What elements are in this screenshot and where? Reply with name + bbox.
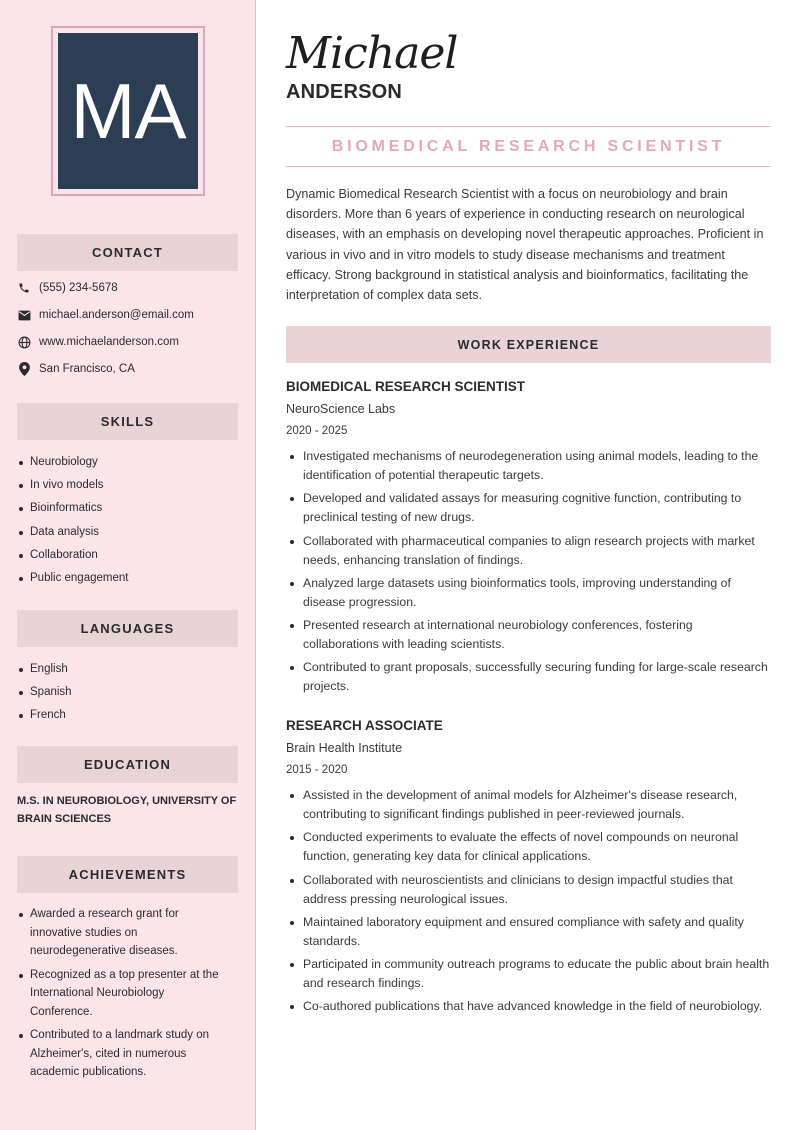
job-dates: 2020 - 2025: [286, 425, 348, 437]
job-dates: 2015 - 2020: [286, 764, 348, 776]
job-company: NeuroScience Labs: [286, 402, 396, 416]
contact-website: [17, 333, 179, 351]
list-item: Presented research at international neurobiology conferences, fostering collaborations with leading scientists.: [286, 616, 771, 654]
list-item: Investigated mechanisms of neurodegeneration using animal models, leading to the identification of potential therapeutic targets.: [286, 447, 771, 485]
list-item: Neurobiology: [17, 453, 242, 472]
skills-heading: SKILLS: [17, 403, 238, 440]
job-title-banner: BIOMEDICAL RESEARCH SCIENTIST: [286, 126, 771, 167]
achievements-list: [17, 905, 229, 1087]
list-item: Bioinformatics: [17, 499, 242, 518]
job-entry: [286, 717, 771, 1021]
list-item: Recognized as a top presenter at the International Neurobiology Conference.: [17, 966, 229, 1022]
job-entry: [286, 378, 771, 701]
contact-location: [17, 360, 135, 378]
list-item: English: [17, 660, 242, 679]
monogram-frame: [51, 26, 205, 196]
list-item: Maintained laboratory equipment and ensured compliance with safety and quality standards.: [286, 913, 771, 951]
skills-list: [17, 453, 242, 592]
list-item: Analyzed large datasets using bioinformatics tools, improving understanding of disease progression.: [286, 574, 771, 612]
globe-icon: [17, 335, 31, 349]
first-name: Michael: [286, 28, 458, 79]
sidebar: [0, 0, 256, 1130]
job-bullets: [286, 786, 771, 1016]
list-item: Contributed to grant proposals, successfully securing funding for large-scale research projects.: [286, 658, 771, 696]
list-item: Collaborated with pharmaceutical companies to align research projects with market needs, enhancing translation of findings.: [286, 532, 771, 570]
list-item: Assisted in the development of animal models for Alzheimer's disease research, contributing to significant findings published in peer-reviewed journals.: [286, 786, 771, 824]
contact-heading: CONTACT: [17, 234, 238, 271]
education-heading: EDUCATION: [17, 746, 238, 783]
last-name: ANDERSON: [286, 81, 403, 103]
list-item: Co-authored publications that have advanced knowledge in the field of neurobiology.: [286, 997, 771, 1016]
achievements-heading: ACHIEVEMENTS: [17, 856, 238, 893]
location-text: San Francisco, CA: [39, 363, 135, 375]
contact-email: [17, 306, 194, 324]
list-item: Participated in community outreach programs to educate the public about brain health and research findings.: [286, 955, 771, 993]
email-text[interactable]: michael.anderson@email.com: [39, 309, 194, 321]
phone-icon: [17, 281, 31, 295]
list-item: Contributed to a landmark study on Alzheimer's, cited in numerous academic publications.: [17, 1026, 229, 1082]
job-title: BIOMEDICAL RESEARCH SCIENTIST: [286, 379, 526, 394]
list-item: In vivo models: [17, 476, 242, 495]
phone-text[interactable]: (555) 234-5678: [39, 282, 118, 294]
list-item: Collaborated with neuroscientists and clinicians to design impactful studies that address pressing neurological issues.: [286, 871, 771, 909]
job-title: RESEARCH ASSOCIATE: [286, 718, 443, 733]
education-degree: M.S. IN NEUROBIOLOGY, UNIVERSITY OF BRAIN SCIENCES: [17, 795, 237, 825]
website-text[interactable]: www.michaelanderson.com: [39, 336, 179, 348]
profile-summary: Dynamic Biomedical Research Scientist with a focus on neurobiology and brain disorders. More than 6 years of experience in conducting research on neurological diseases, with an emphasis on developing novel therapeutic approaches. Proficient in various in vivo and in vitro models to study disease mechanisms and treatment efficacy. Strong background in statistical analysis and bioinformatics, facilitating the interpretation of complex data sets.: [286, 187, 764, 303]
job-company: Brain Health Institute: [286, 741, 403, 755]
list-item: Developed and validated assays for measuring cognitive function, contributing to preclinical testing of new drugs.: [286, 489, 771, 527]
list-item: Awarded a research grant for innovative studies on neurodegenerative diseases.: [17, 905, 229, 961]
job-bullets: [286, 447, 771, 696]
location-pin-icon: [17, 362, 31, 376]
list-item: French: [17, 706, 242, 725]
list-item: Data analysis: [17, 523, 242, 542]
monogram: MA: [58, 33, 198, 189]
list-item: Conducted experiments to evaluate the effects of novel compounds on neuronal function, generating key data for clinical applications.: [286, 828, 771, 866]
languages-heading: LANGUAGES: [17, 610, 238, 647]
list-item: Collaboration: [17, 546, 242, 565]
languages-list: [17, 660, 242, 730]
work-experience-heading: WORK EXPERIENCE: [286, 326, 771, 363]
list-item: Spanish: [17, 683, 242, 702]
list-item: Public engagement: [17, 569, 242, 588]
contact-phone: [17, 279, 118, 297]
mail-icon: [17, 308, 31, 322]
